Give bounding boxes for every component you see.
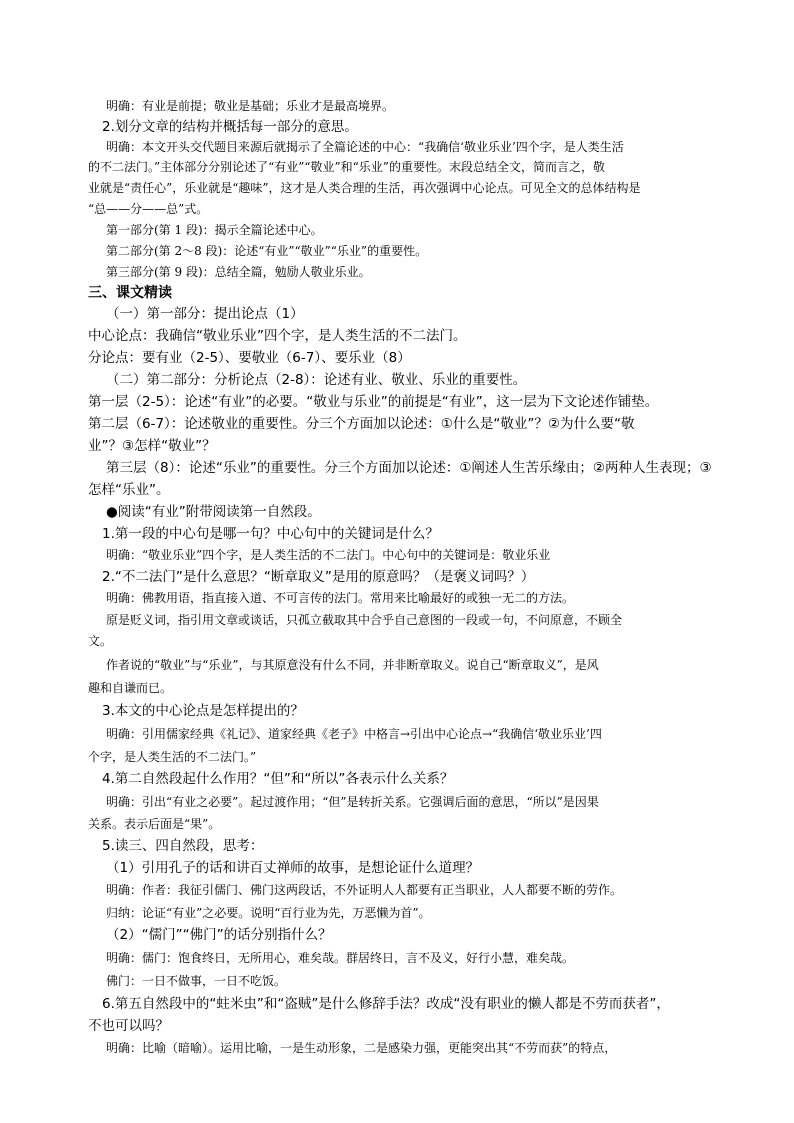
- subsection-heading: （二）第二部分：分析论点（2-8）：论述有业、敬业、乐业的重要性。: [106, 372, 527, 388]
- question-text: 3.本文的中心论点是怎样提出的？: [102, 703, 304, 719]
- section-heading: 三、课文精读: [88, 285, 172, 301]
- answer-text: 明确：“敬业乐业”四个字，是人类生活的不二法门。中心句中的关键词是：敬业乐业: [106, 548, 551, 562]
- body-text: 业”？③怎样“敬业”？: [88, 438, 216, 454]
- body-text: 中心论点：我确信“敬业乐业”四个字，是人类生活的不二法门。: [88, 328, 467, 344]
- structure-part-2: 第二部分(第 2～8 段)：论述“有业”“敬业”“乐业”的重要性。: [106, 244, 428, 258]
- answer-text: 明确：本文开头交代题目来源后就揭示了全篇论述的中心：“我确信‘敬业乐业’四个字，是人类生活: [106, 140, 624, 154]
- answer-text: 明确：儒门：饱食终日，无所用心，难矣哉。群居终日，言不及义，好行小慧，难矣哉。: [106, 951, 575, 965]
- answer-text: 业就是“责任心”，乐业就是“趣味”，这才是人类合理的生活，再次强调中心论点。可见全文的总体结构是: [88, 181, 641, 195]
- question-text: 2.划分文章的结构并概括每一部分的意思。: [102, 119, 358, 135]
- answer-text: 明确：作者：我征引儒门、佛门这两段话，不外证明人人都要有正当职业，人人都要不断的劳作。: [106, 883, 623, 897]
- answer-text: “总——分——总”式。: [88, 202, 209, 216]
- question-text: 5.读三、四自然段，思考：: [102, 838, 264, 854]
- structure-part-1: 第一部分(第 1 段)：揭示全篇论述中心。: [106, 223, 323, 237]
- answer-text: 的不二法门。”主体部分分别论述了“有业”“敬业”和“乐业”的重要性。末段总结全文，简而言之，敬: [88, 160, 605, 174]
- answer-text: 归纳：论证“有业”之必要。说明“百行业为先，万恶懒为首”。: [106, 906, 431, 920]
- question-text: （1）引用孔子的话和讲百丈禅师的故事，是想论证什么道理？: [106, 860, 480, 876]
- answer-text: 明确：比喻（暗喻）。运用比喻，一是生动形象，二是感染力强，更能突出其“不劳而获”的特点，: [106, 1041, 617, 1055]
- question-text: 2.“不二法门”是什么意思？“断章取义”是用的原意吗？（是褒义词吗？）: [102, 569, 535, 585]
- question-text: 4.第二自然段起什么作用？“但”和“所以”各表示什么关系？: [102, 771, 454, 787]
- body-text: 分论点：要有业（2-5）、要敬业（6-7）、要乐业（8）: [88, 350, 411, 366]
- question-text: 1.第一段的中心句是哪一句？中心句中的关键词是什么？: [102, 526, 439, 542]
- body-text: 第三层（8）：论述“乐业”的重要性。分三个方面加以论述：①阐述人生苦乐缘由；②两种人生表现；③: [106, 460, 712, 476]
- body-text: 第二层（6-7）：论述敬业的重要性。分三个方面加以论述：①什么是“敬业”？②为什么要“敬: [88, 416, 635, 432]
- body-text: 怎样“乐业”。: [88, 482, 170, 498]
- answer-text: 趣和自谦而已。: [88, 681, 173, 695]
- answer-text: 关系。表示后面是“果”。: [88, 817, 221, 831]
- answer-text: 明确：佛教用语，指直接入道、不可言传的法门。常用来比喻最好的或独一无二的方法。: [106, 591, 575, 605]
- reading-note: ●阅读“有业”附带阅读第一自然段。: [106, 504, 321, 520]
- structure-part-3: 第三部分(第 9 段)：总结全篇，勉励人敬业乐业。: [106, 265, 371, 279]
- answer-text: 原是贬义词，指引用文章或谈话，只孤立截取其中合乎自己意图的一段或一句，不问原意，不顾全: [106, 613, 623, 627]
- question-text: 6.第五自然段中的“蛀米虫”和“盗贼”是什么修辞手法？改成“没有职业的懒人都是不劳而获者”，: [102, 996, 670, 1012]
- answer-text: 明确：有业是前提；敬业是基础；乐业才是最高境界。: [106, 99, 395, 113]
- answer-text: 个字，是人类生活的不二法门。”: [88, 750, 257, 764]
- question-text: （2）“儒门”“佛门”的话分别指什么？: [106, 927, 332, 943]
- body-text: 第一层（2-5）：论述“有业”的必要。“敬业与乐业”的前提是“有业”，这一层为下文论述作铺垫。: [88, 394, 659, 410]
- answer-text: 作者说的“敬业”与“乐业”，与其原意没有什么不同，并非断章取义。说自己“断章取义”，是风: [106, 658, 599, 672]
- answer-text: 佛门：一日不做事，一日不吃饭。: [106, 974, 287, 988]
- answer-text: 明确：引出“有业之必要”。起过渡作用；“但”是转折关系。它强调后面的意思，“所以”是因果: [106, 795, 599, 809]
- question-text: 不也可以吗？: [88, 1018, 169, 1034]
- answer-text: 明确：引用儒家经典《礼记》、道家经典《老子》中格言→引出中心论点→“我确信‘敬业乐业’四: [106, 727, 602, 741]
- subsection-heading: （一）第一部分：提出论点（1）: [106, 306, 304, 322]
- answer-text: 文。: [88, 634, 113, 648]
